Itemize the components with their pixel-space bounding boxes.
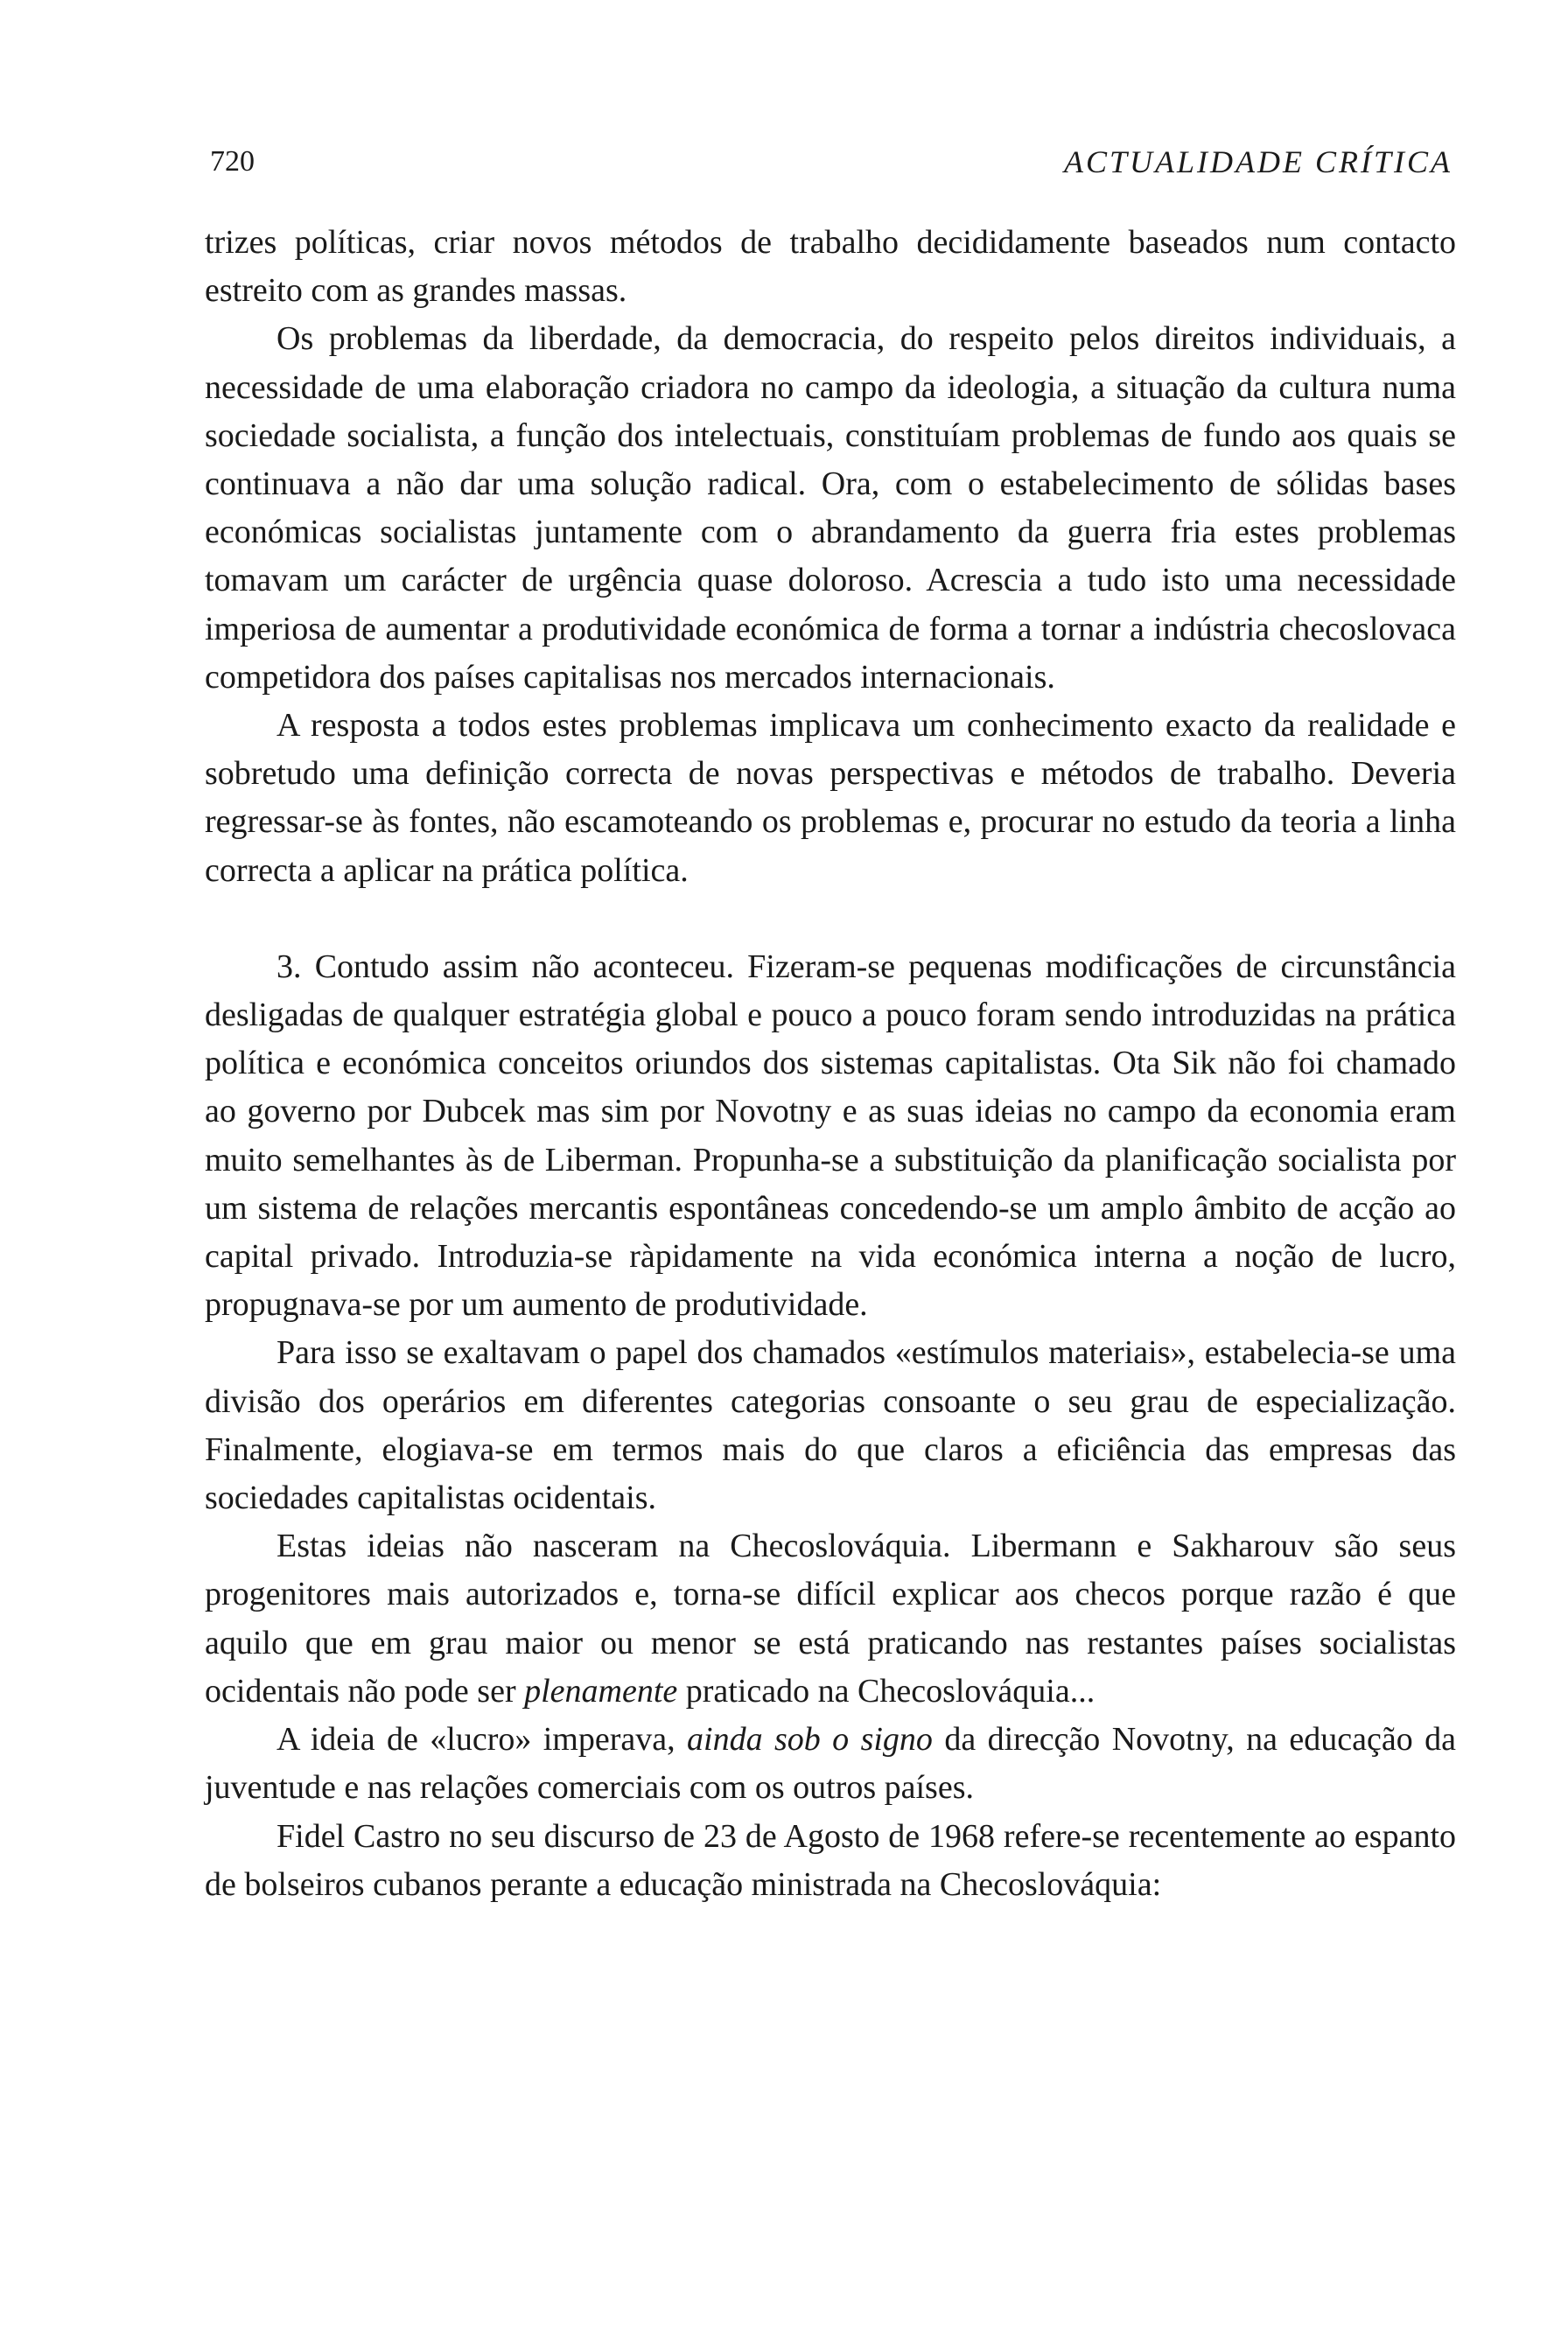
running-head xyxy=(210,140,1452,184)
paragraph-lucro-text: A ideia de «lucro» imperava, xyxy=(276,1721,688,1759)
paragraph-response: A resposta a todos estes problemas implicava um conhecimento exacto da realidade e sobretudo uma definição correcta de novas perspectivas e métodos de trabalho. Deveria regressar-se às fontes, não escamoteando os problemas e, procurar no estudo da teoria a linha correcta a aplicar na prática política. xyxy=(205,707,1456,889)
paragraph-material-stimuli: Para isso se exaltavam o papel dos chamados «estímulos materiais», estabelecia-se uma divisão dos operários em diferentes categorias consoante o seu grau de especialização. Finalmente, elogiava-se em termos mais do que claros a eficiência das empresas das sociedades capitalistas ocidentais. xyxy=(205,1334,1456,1517)
paragraph-libermann-end: praticado na Checoslováquia... xyxy=(677,1672,1096,1710)
paragraph-section-3: 3. Contudo assim não aconteceu. Fizeram-se pequenas modificações de circunstância desligadas de qualquer estratégia global e pouco a pouco foram sendo introduzidas na prática política e económica conceitos oriundos dos sistemas capitalistas. Ota Sik não foi chamado ao governo por Dubcek mas sim por Novotny e as suas ideias no campo da economia eram muito semelhantes às de Liberman. Propunha-se a substituição da planificação socialista por um sistema de relações mercantis espontâneas concedendo-se um amplo âmbito de acção ao capital privado. Introduzia-se ràpidamente na vida económica interna a noção de lucro, propugnava-se por um aumento de produtividade. xyxy=(205,948,1456,1324)
paragraph-libermann-text: Estas ideias não nasceram na Checoslováquia. Libermann e Sakharouv são seus progenitores mais autorizados e, torna-se difícil explicar aos checos porque razão é que aquilo que em grau maior ou menor se está praticando nas restantes países socialistas ocidentais não pode ser xyxy=(205,1528,1456,1710)
paragraph-lucro xyxy=(205,1716,1456,1812)
paragraph-lucro-end: da direcção Novotny, na educação da juventude e nas relações comerciais com os outros países. xyxy=(205,1721,1456,1807)
paragraph-continuation: trizes políticas, criar novos métodos de trabalho decididamente baseados num contacto estreito com as grandes massas. xyxy=(205,224,1456,310)
emphasis-ainda-sob-o-signo: ainda sob o signo xyxy=(687,1721,933,1759)
paragraph-libermann xyxy=(205,1522,1456,1716)
page-number: 720 xyxy=(210,145,255,178)
paragraph-problems: Os problemas da liberdade, da democracia, do respeito pelos direitos individuais, a necessidade de uma elaboração criadora no campo da ideologia, a situação da cultura numa sociedade socialista, a função dos intelectuais, constituíam problemas de fundo aos quais se continuava a não dar uma solução radical. Ora, com o estabelecimento de sólidas bases económicas socialistas juntamente com o abrandamento da guerra fria estes problemas tomavam um carácter de urgência quase doloroso. Acrescia a tudo isto uma necessidade imperiosa de aumentar a produtividade económica de forma a tornar a indústria checoslovaca competidora dos países capitalisas nos mercados internacionais. xyxy=(205,320,1456,696)
body-text xyxy=(205,219,1456,1909)
journal-title: ACTUALIDADE CRÍTICA xyxy=(1064,144,1452,179)
emphasis-plenamente: plenamente xyxy=(524,1672,678,1710)
paragraph-fidel-castro: Fidel Castro no seu discurso de 23 de Agosto de 1968 refere-se recentemente ao espanto de bolseiros cubanos perante a educação ministrada na Checoslováquia: xyxy=(205,1817,1456,1903)
